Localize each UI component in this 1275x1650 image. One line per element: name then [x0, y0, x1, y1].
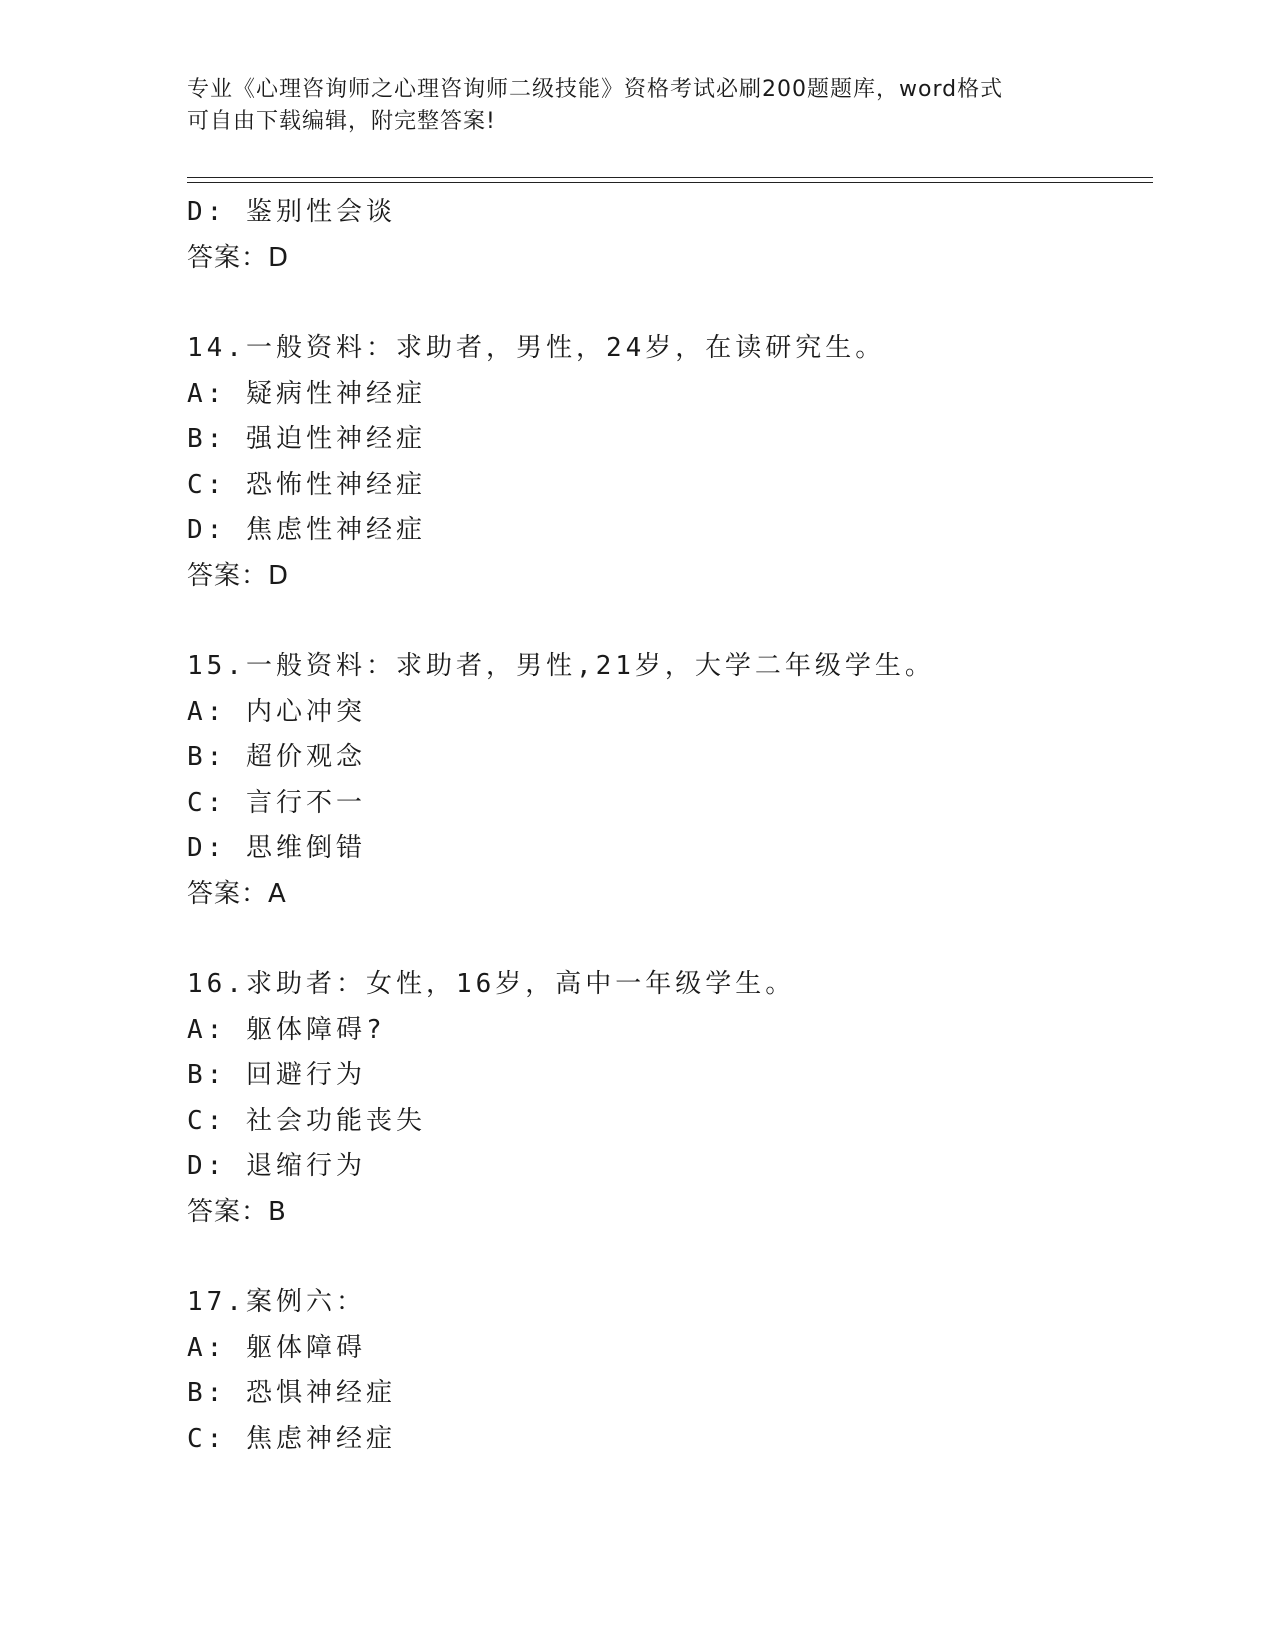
question-16: [187, 962, 1147, 1235]
question-15: [187, 644, 1147, 917]
answer-line: 答案：B: [187, 1196, 287, 1227]
option-a: A: 内心冲突: [187, 696, 366, 727]
option-b: B: 强迫性神经症: [187, 424, 426, 454]
question-14: [187, 326, 1147, 599]
spacer: [187, 599, 1147, 644]
option-c: C: 社会功能丧失: [187, 1105, 426, 1136]
option-d: D: 焦虑性神经症: [187, 515, 426, 545]
option-d: D: 思维倒错: [187, 833, 366, 863]
question-stem: 17.案例六：: [187, 1287, 366, 1317]
question-stem: 14.一般资料：求助者，男性，24岁，在读研究生。: [187, 333, 886, 363]
option-a: A: 躯体障碍?: [187, 1014, 386, 1045]
answer-line: 答案：A: [187, 878, 287, 909]
option-d: D: 鉴别性会谈: [187, 197, 396, 227]
option-d: D: 退缩行为: [187, 1151, 366, 1181]
header-divider-bottom: [187, 182, 1153, 183]
option-b: B: 超价观念: [187, 742, 366, 772]
question-stem: 16.求助者：女性，16岁，高中一年级学生。: [187, 969, 796, 999]
spacer: [187, 1235, 1147, 1280]
question-17: [187, 1280, 1147, 1462]
answer-line: 答案：D: [187, 242, 290, 273]
question-list: [187, 190, 1147, 1462]
question-stem: 15.一般资料：求助者，男性,21岁，大学二年级学生。: [187, 651, 935, 681]
option-a: A: 躯体障碍: [187, 1332, 366, 1363]
option-b: B: 恐惧神经症: [187, 1378, 396, 1408]
option-c: C: 恐怖性神经症: [187, 469, 426, 500]
option-b: B: 回避行为: [187, 1060, 366, 1090]
spacer: [187, 281, 1147, 326]
document-header: [187, 74, 1087, 138]
answer-line: 答案：D: [187, 560, 290, 591]
spacer: [187, 917, 1147, 962]
option-c: C: 焦虑神经症: [187, 1423, 396, 1454]
header-line-1: 专业《心理咨询师之心理咨询师二级技能》资格考试必刷200题题库，word格式: [187, 77, 1004, 102]
header-divider-top: [187, 177, 1153, 178]
option-c: C: 言行不一: [187, 787, 366, 818]
header-line-2: 可自由下载编辑，附完整答案!: [187, 109, 496, 134]
option-a: A: 疑病性神经症: [187, 378, 426, 409]
